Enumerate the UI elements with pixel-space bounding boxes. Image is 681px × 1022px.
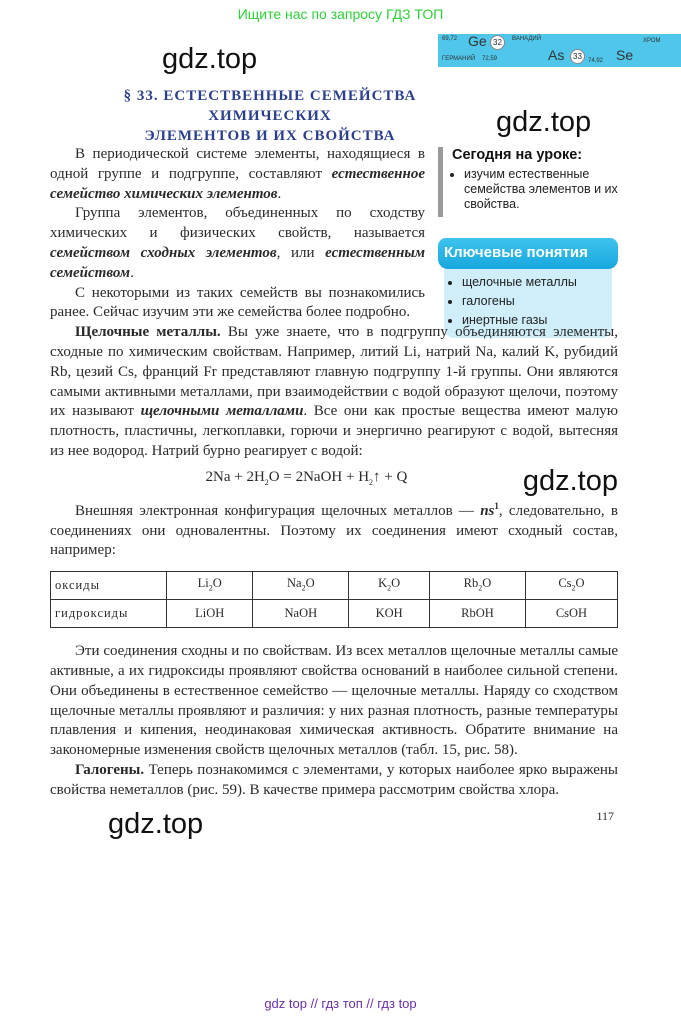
- table-cell: $Na_2O$: [253, 572, 349, 600]
- watermark: gdz.top: [162, 43, 258, 75]
- element-symbol: Ge: [468, 34, 487, 49]
- row-label: гидроксиды: [51, 600, 167, 628]
- paragraph: В периодической системе элементы, находящиеся в одной группе и подгруппе, составляют естественное семейство химических элементов.: [50, 146, 425, 202]
- key-concept-item: • щелочные металлы: [462, 273, 604, 292]
- element-name: ВАНАДИЙ: [512, 36, 542, 42]
- table-row: [51, 572, 618, 600]
- element-symbol: As: [548, 47, 565, 63]
- element-name: ХРОМ: [643, 38, 661, 44]
- title-line: ЭЛЕМЕНТОВ И ИХ СВОЙСТВА: [144, 128, 396, 144]
- watermark: gdz.top: [108, 807, 204, 840]
- table-row: [51, 600, 618, 628]
- atomic-number: 32: [490, 35, 505, 50]
- atomic-mass: 74,92: [588, 58, 604, 64]
- table-cell: $Li_2O$: [167, 572, 253, 600]
- row-label: оксиды: [51, 572, 167, 600]
- table-cell: $K_2O$: [349, 572, 430, 600]
- footer-links[interactable]: gdz top // гдз топ // гдз top: [264, 996, 417, 1011]
- compounds-table: [50, 571, 618, 628]
- paragraph: С некоторыми из таких семейств вы познакомились ранее. Сейчас изучим эти же семейства более подробно.: [50, 284, 425, 321]
- paragraph: Галогены. Теперь познакомимся с элементами, у которых наиболее ярко выражены свойства неметаллов (рис. 59). В качестве примера рассмотрим свойства хлора.: [50, 761, 618, 798]
- table-cell: LiOH: [167, 600, 253, 628]
- element-symbol: Se: [616, 47, 634, 63]
- section-term: Щелочные металлы.: [75, 324, 221, 341]
- intro-text: [50, 145, 425, 323]
- table-cell: $Cs_2O$: [525, 572, 617, 600]
- body-text: [50, 145, 618, 841]
- table-cell: NaOH: [253, 600, 349, 628]
- table-cell: CsOH: [525, 600, 617, 628]
- element-name: ГЕРМАНИЙ: [442, 56, 476, 62]
- atomic-mass: 69,72: [442, 36, 458, 42]
- paragraph: Группа элементов, объединенных по сходству химических и физических свойств, называется семейством сходных элементов, или естественным семейством.: [50, 205, 426, 281]
- watermark: gdz.top: [496, 106, 592, 138]
- reaction-equation: $2Na + 2H_2O$ = 2NaOH + $H_2↑ + Q$: [205, 469, 408, 488]
- today-heading: Сегодня на уроке:: [452, 147, 583, 163]
- today-item: • изучим естественные семейства элементов и их свойства.: [464, 167, 618, 212]
- table-cell: KOH: [349, 600, 430, 628]
- term: щелочными металлами: [140, 403, 304, 420]
- key-concept-item: • инертные газы: [462, 311, 604, 330]
- table-cell: RbOH: [430, 600, 526, 628]
- term: семейством сходных элементов: [50, 244, 277, 261]
- table-cell: $Rb_2O$: [430, 572, 526, 600]
- title-line: § 33. ЕСТЕСТВЕННЫЕ СЕМЕЙСТВА ХИМИЧЕСКИХ: [123, 88, 417, 124]
- key-concept-item: • галогены: [462, 292, 604, 311]
- paragraph: Внешняя электронная конфигурация щелочных металлов — $ns^1$, следовательно, в соединениях они одновалентны. Поэтому их соединения имеют сходный состав, например:: [50, 500, 618, 559]
- top-note: Ищите нас по запросу ГДЗ ТОП: [237, 6, 444, 22]
- key-concepts-heading: Ключевые понятия: [438, 238, 618, 269]
- atomic-number: 33: [570, 49, 585, 64]
- watermark: gdz.top: [522, 464, 618, 497]
- term: естественное семейство химических элементов: [50, 165, 425, 202]
- page-bottom: [50, 807, 618, 841]
- periodic-table-strip: [438, 34, 681, 67]
- atomic-mass: 72,59: [482, 56, 498, 62]
- page-title: [60, 86, 480, 146]
- paragraph: Эти соединения сходны и по свойствам. Из всех металлов щелочные металлы самые активные, а их гидроксиды проявляют свойства оснований в наиболее сильной степени. Они объединены в естественное семейство — щелочные металлы. Наряду со сходством щелочные металлы проявляют и различия: у них разная плотность, разные температуры плавления и кипения, неодинаковая химическая активность. Обратите внимание на закономерные изменения свойств щелочных металлов (табл. 15, рис. 58).: [50, 643, 618, 759]
- page-number: 117: [596, 808, 614, 823]
- paragraph: Щелочные металлы. Вы уже знаете, что в подгруппу объединяются элементы, сходные по химическим свойствам. Например, литий Li, натрий Na, калий K, рубидий Rb, цезий Cs, франций Fr представляют главную подгруппу 1-й группы. Они являются самыми активными металлами, при взаимодействии с водой образуют щелочи, поэтому их называют щелочными металлами. Все они как простые вещества имеют малую плотность, пластичны, легкоплавки, горючи и энергично реагируют с водой, вытесняя из нее водород. Натрий бурно реагирует с водой:: [50, 324, 619, 459]
- term: естественным семейством: [50, 244, 426, 281]
- section-term: Галогены.: [75, 761, 145, 778]
- equation-row: [50, 464, 618, 498]
